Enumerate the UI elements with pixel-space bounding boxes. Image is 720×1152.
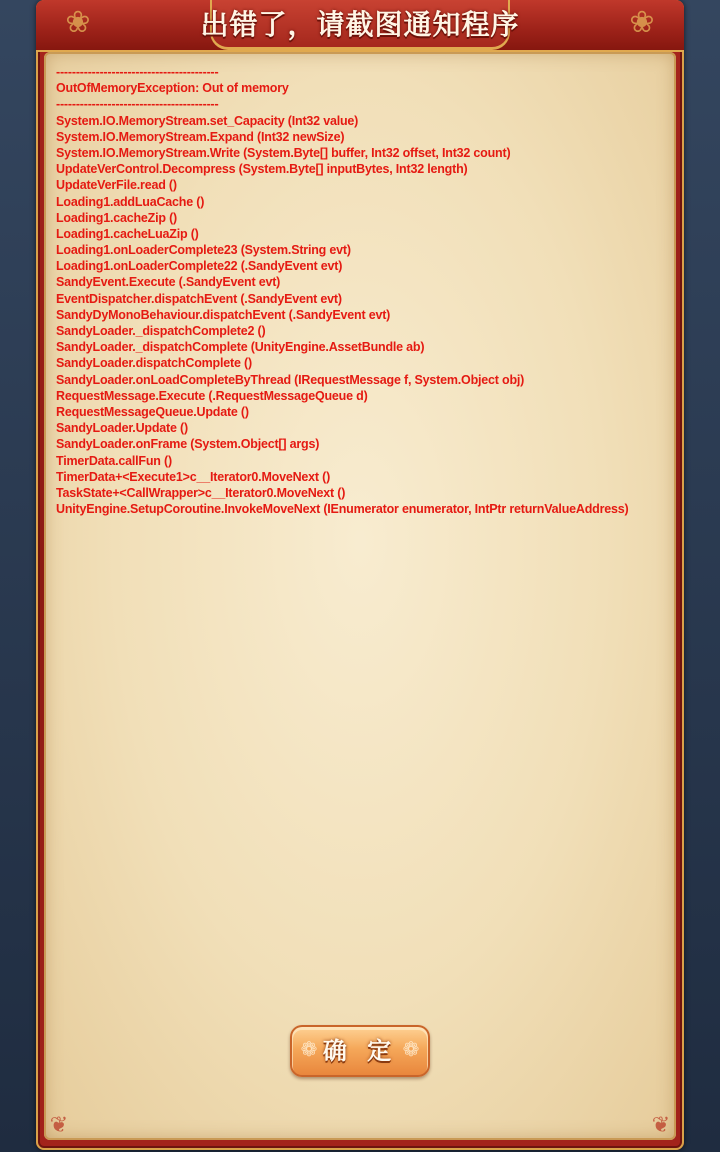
stack-trace-line: RequestMessage.Execute (.RequestMessageQueue d) <box>56 388 368 403</box>
stack-trace-line: TaskState+<CallWrapper>c__Iterator0.MoveNext () <box>56 485 346 500</box>
stack-trace-line: Loading1.cacheZip () <box>56 210 178 225</box>
error-dialog <box>36 0 684 1150</box>
confirm-button-label: 确 定 <box>322 1037 398 1065</box>
stack-trace-line: UnityEngine.SetupCoroutine.InvokeMoveNext (IEnumerator enumerator, IntPtr returnValueAddress) <box>56 502 629 517</box>
stack-trace-line: SandyLoader.Update () <box>56 421 188 436</box>
stack-trace-line: SandyLoader._dispatchComplete (UnityEngine.AssetBundle ab) <box>56 340 425 355</box>
stack-trace-line: System.IO.MemoryStream.set_Capacity (Int32 value) <box>56 113 359 128</box>
error-log-panel <box>44 52 676 1140</box>
corner-ornament-icon: ❦ <box>651 1112 671 1137</box>
stack-trace-line: SandyLoader._dispatchComplete2 () <box>56 324 266 338</box>
stack-trace-line: UpdateVerFile.read () <box>56 178 177 193</box>
stack-trace-line: EventDispatcher.dispatchEvent (.SandyEvent evt) <box>56 291 342 306</box>
corner-ornament-icon: ❦ <box>49 1112 69 1137</box>
stack-trace-line: ----------------------------------------- <box>56 97 219 112</box>
stack-trace-line: ----------------------------------------- <box>56 65 219 79</box>
confirm-button[interactable] <box>290 1025 430 1077</box>
stack-trace-line: Loading1.onLoaderComplete23 (System.String evt) <box>56 243 351 258</box>
stack-trace-line: System.IO.MemoryStream.Expand (Int32 newSize) <box>56 129 345 144</box>
swirl-icon: ❁ <box>402 1039 420 1061</box>
stack-trace-line: Loading1.cacheLuaZip () <box>56 226 199 241</box>
swirl-icon: ❁ <box>300 1039 318 1061</box>
dialog-title-bar <box>36 0 684 52</box>
stack-trace-line: TimerData.callFun () <box>56 453 172 468</box>
stack-trace-line: Loading1.addLuaCache () <box>56 194 205 209</box>
stack-trace-line: SandyLoader.onLoadCompleteByThread (IRequestMessage f, System.Object obj) <box>56 372 525 387</box>
stack-trace-line: SandyLoader.onFrame (System.Object[] args) <box>56 437 320 452</box>
stack-trace-line: RequestMessageQueue.Update () <box>56 404 249 419</box>
stack-trace-line: UpdateVerControl.Decompress (System.Byte[] inputBytes, Int32 length) <box>56 162 468 177</box>
stack-trace-list <box>56 64 664 517</box>
stack-trace-line: System.IO.MemoryStream.Write (System.Byte[] buffer, Int32 offset, Int32 count) <box>56 145 511 160</box>
cloud-swirl-icon: ❀ <box>65 6 91 39</box>
stack-trace-line: SandyEvent.Execute (.SandyEvent evt) <box>56 275 281 290</box>
stack-trace-line: OutOfMemoryException: Out of memory <box>56 81 289 96</box>
stack-trace-line: Loading1.onLoaderComplete22 (.SandyEvent evt) <box>56 259 343 274</box>
dialog-title: 出错了，请截图通知程序 <box>200 8 520 41</box>
stack-trace-line: TimerData+<Execute1>c__Iterator0.MoveNext () <box>56 469 331 484</box>
stack-trace-line: SandyDyMonoBehaviour.dispatchEvent (.SandyEvent evt) <box>56 307 391 322</box>
stack-trace-line: SandyLoader.dispatchComplete () <box>56 356 252 371</box>
cloud-swirl-icon: ❀ <box>629 6 655 39</box>
